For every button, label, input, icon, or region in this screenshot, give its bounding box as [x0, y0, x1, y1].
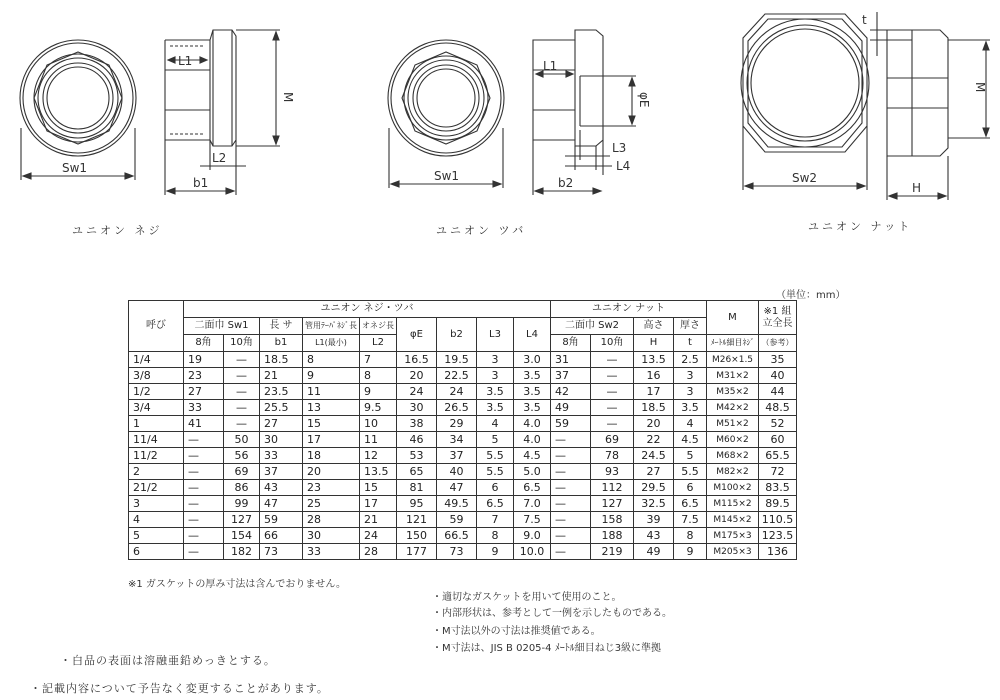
table-cell: 158: [591, 512, 634, 528]
table-cell: 6.5: [674, 496, 707, 512]
header-phi-e: φE: [397, 318, 437, 352]
table-cell: M82×2: [707, 464, 759, 480]
table-cell: 39: [634, 512, 674, 528]
neji-l2-label: L2: [212, 151, 227, 165]
table-cell: 89.5: [759, 496, 797, 512]
table-cell: 1/4: [129, 352, 184, 368]
table-cell: 27: [260, 416, 303, 432]
table-cell: 9.5: [360, 400, 397, 416]
header-total-sub: （参考）: [759, 335, 797, 352]
table-cell: 2.5: [674, 352, 707, 368]
table-row: [129, 448, 797, 464]
table-cell: 7.5: [514, 512, 551, 528]
table-cell: 3/8: [129, 368, 184, 384]
table-cell: 17: [360, 496, 397, 512]
table-cell: 47: [260, 496, 303, 512]
table-cell: 78: [591, 448, 634, 464]
table-cell: 13: [303, 400, 360, 416]
neji-l1-label: L1: [178, 54, 193, 68]
table-cell: 8: [477, 528, 514, 544]
table-row: [129, 352, 797, 368]
tsuba-phie-label: φE: [637, 92, 651, 108]
neji-side-view: [165, 30, 236, 146]
gasket-footnote: ※1 ガスケットの厚み寸法は含んでおりません。: [128, 579, 347, 590]
table-cell: 35: [759, 352, 797, 368]
table-cell: 9: [360, 384, 397, 400]
table-cell: M68×2: [707, 448, 759, 464]
header-height: 高さ: [634, 318, 674, 335]
table-cell: 3.5: [477, 400, 514, 416]
table-cell: 4: [674, 416, 707, 432]
table-cell: 5.5: [674, 464, 707, 480]
table-cell: —: [184, 464, 224, 480]
table-cell: M115×2: [707, 496, 759, 512]
table-cell: —: [551, 544, 591, 560]
table-cell: 41: [184, 416, 224, 432]
table-cell: 3.5: [514, 368, 551, 384]
table-cell: 13.5: [634, 352, 674, 368]
table-cell: 99: [224, 496, 260, 512]
table-cell: 42: [551, 384, 591, 400]
header-yobi: 呼び: [129, 301, 184, 352]
table-cell: 27: [634, 464, 674, 480]
table-cell: 2: [129, 464, 184, 480]
header-sw1-dec: 10角: [224, 335, 260, 352]
table-cell: 15: [303, 416, 360, 432]
table-cell: 12: [360, 448, 397, 464]
table-cell: —: [224, 416, 260, 432]
table-cell: —: [551, 448, 591, 464]
table-cell: 65.5: [759, 448, 797, 464]
header-thickness: 厚さ: [674, 318, 707, 335]
table-cell: 123.5: [759, 528, 797, 544]
table-cell: 3: [477, 352, 514, 368]
table-cell: M60×2: [707, 432, 759, 448]
table-cell: —: [551, 480, 591, 496]
table-cell: 16: [634, 368, 674, 384]
table-cell: 21/2: [129, 480, 184, 496]
table-cell: 20: [303, 464, 360, 480]
nut-m-label: M: [973, 82, 987, 93]
table-cell: 6.5: [514, 480, 551, 496]
table-cell: 27: [184, 384, 224, 400]
unit-note: （単位：mm）: [776, 290, 846, 301]
table-cell: 21: [260, 368, 303, 384]
table-cell: 23: [184, 368, 224, 384]
nut-t-label: t: [862, 13, 867, 27]
header-total: ※1 組立全長: [759, 301, 797, 335]
table-cell: 37: [551, 368, 591, 384]
table-cell: 23: [303, 480, 360, 496]
table-cell: 3.0: [514, 352, 551, 368]
tsuba-l3-label: L3: [612, 141, 627, 155]
table-cell: 66: [260, 528, 303, 544]
table-cell: 5.5: [477, 464, 514, 480]
table-cell: 3/4: [129, 400, 184, 416]
neji-sw-label: Sw1: [62, 161, 88, 175]
table-row: [129, 480, 797, 496]
table-cell: —: [591, 416, 634, 432]
table-cell: 219: [591, 544, 634, 560]
table-cell: M26×1.5: [707, 352, 759, 368]
table-cell: M31×2: [707, 368, 759, 384]
table-cell: 18.5: [260, 352, 303, 368]
table-cell: —: [551, 464, 591, 480]
table-row: [129, 528, 797, 544]
header-sw2-dec: 10角: [591, 335, 634, 352]
table-cell: 25.5: [260, 400, 303, 416]
table-cell: 26.5: [437, 400, 477, 416]
header-male-thread-sym: L2: [360, 335, 397, 352]
table-cell: 73: [437, 544, 477, 560]
table-cell: 4.5: [514, 448, 551, 464]
table-row: [129, 400, 797, 416]
neji-front-view: [20, 40, 136, 156]
header-length: 長 サ: [260, 318, 303, 335]
table-cell: 5.5: [477, 448, 514, 464]
table-cell: 21: [360, 512, 397, 528]
table-cell: M100×2: [707, 480, 759, 496]
header-sw1-oct: 8角: [184, 335, 224, 352]
note-4: ・M寸法は、JIS B 0205-4 ﾒｰﾄﾙ細目ねじ3級に準拠: [432, 643, 662, 654]
table-cell: —: [591, 368, 634, 384]
header-male-thread: オネジ長: [360, 318, 397, 335]
table-cell: 46: [397, 432, 437, 448]
table-cell: 37: [260, 464, 303, 480]
table-cell: 9: [477, 544, 514, 560]
nut-side-view: [887, 30, 948, 156]
table-cell: 112: [591, 480, 634, 496]
table-cell: 8: [303, 352, 360, 368]
table-cell: 49.5: [437, 496, 477, 512]
table-cell: 16.5: [397, 352, 437, 368]
table-cell: 3: [477, 368, 514, 384]
tsuba-sw-label: Sw1: [434, 169, 460, 183]
table-cell: —: [184, 496, 224, 512]
tsuba-b-label: b2: [558, 176, 574, 190]
table-cell: 10.0: [514, 544, 551, 560]
table-cell: 31: [551, 352, 591, 368]
table-cell: 4.0: [514, 416, 551, 432]
table-cell: 49: [551, 400, 591, 416]
neji-caption: ユニオン ネジ: [72, 224, 163, 237]
tsuba-side-view: [533, 30, 603, 146]
table-cell: —: [184, 448, 224, 464]
table-row: [129, 544, 797, 560]
table-cell: —: [551, 512, 591, 528]
table-cell: M205×3: [707, 544, 759, 560]
table-row: [129, 416, 797, 432]
table-cell: 18: [303, 448, 360, 464]
table-cell: 4: [477, 416, 514, 432]
table-cell: 150: [397, 528, 437, 544]
table-cell: 38: [397, 416, 437, 432]
header-thickness-sym: t: [674, 335, 707, 352]
table-cell: 33: [260, 448, 303, 464]
header-l3: L3: [477, 318, 514, 352]
table-row: [129, 368, 797, 384]
table-cell: 86: [224, 480, 260, 496]
table-cell: 22.5: [437, 368, 477, 384]
table-cell: 127: [224, 512, 260, 528]
table-cell: 4.0: [514, 432, 551, 448]
table-cell: 15: [360, 480, 397, 496]
tsuba-front-view: [388, 40, 504, 156]
table-cell: 20: [634, 416, 674, 432]
table-cell: 95: [397, 496, 437, 512]
header-sw1: 二面巾 Sw1: [184, 318, 260, 335]
table-cell: 23.5: [260, 384, 303, 400]
table-cell: 66.5: [437, 528, 477, 544]
header-group-neji-tsuba: ユニオン ネジ・ツバ: [184, 301, 551, 318]
table-cell: 43: [634, 528, 674, 544]
table-cell: —: [184, 432, 224, 448]
table-row: [129, 464, 797, 480]
header-group-nut: ユニオン ナット: [551, 301, 707, 318]
table-cell: 7: [477, 512, 514, 528]
table-cell: 73: [260, 544, 303, 560]
table-cell: 110.5: [759, 512, 797, 528]
table-cell: 24: [397, 384, 437, 400]
header-m: M: [707, 301, 759, 335]
table-cell: 33: [184, 400, 224, 416]
table-cell: 1: [129, 416, 184, 432]
table-cell: M145×2: [707, 512, 759, 528]
table-cell: 11/4: [129, 432, 184, 448]
table-cell: 53: [397, 448, 437, 464]
table-cell: 30: [303, 528, 360, 544]
table-row: [129, 432, 797, 448]
table-cell: 72: [759, 464, 797, 480]
table-cell: 48.5: [759, 400, 797, 416]
table-cell: 40: [437, 464, 477, 480]
table-cell: M175×3: [707, 528, 759, 544]
table-cell: 60: [759, 432, 797, 448]
table-cell: 9.0: [514, 528, 551, 544]
table-cell: 40: [759, 368, 797, 384]
table-cell: —: [184, 544, 224, 560]
bottom-note-1: ・白品の表面は溶融亜鉛めっきとする。: [60, 654, 276, 667]
table-cell: 30: [397, 400, 437, 416]
table-cell: 11/2: [129, 448, 184, 464]
table-row: [129, 384, 797, 400]
spec-table-body: [129, 352, 797, 560]
nut-h-label: H: [912, 181, 922, 195]
note-3: ・M寸法以外の寸法は推奨値である。: [432, 626, 601, 637]
table-cell: 11: [303, 384, 360, 400]
table-cell: 3: [129, 496, 184, 512]
header-l4: L4: [514, 318, 551, 352]
nut-caption: ユニオン ナット: [808, 220, 913, 233]
table-cell: 69: [224, 464, 260, 480]
table-cell: —: [591, 352, 634, 368]
table-cell: —: [184, 512, 224, 528]
table-cell: —: [551, 432, 591, 448]
table-cell: 37: [437, 448, 477, 464]
table-cell: 65: [397, 464, 437, 480]
table-cell: 47: [437, 480, 477, 496]
table-cell: 188: [591, 528, 634, 544]
table-cell: 59: [260, 512, 303, 528]
table-cell: 30: [260, 432, 303, 448]
table-cell: 22: [634, 432, 674, 448]
table-cell: 50: [224, 432, 260, 448]
table-cell: —: [184, 480, 224, 496]
table-cell: 5: [674, 448, 707, 464]
bottom-note-2: ・記載内容について予告なく変更することがあります。: [30, 682, 329, 695]
table-cell: 4.5: [674, 432, 707, 448]
table-row: [129, 512, 797, 528]
note-1: ・適切なガスケットを用いて使用のこと。: [432, 592, 622, 603]
table-cell: 19: [184, 352, 224, 368]
table-cell: 13.5: [360, 464, 397, 480]
table-cell: 24: [437, 384, 477, 400]
table-cell: 8: [674, 528, 707, 544]
table-cell: 81: [397, 480, 437, 496]
table-cell: 6: [129, 544, 184, 560]
table-cell: 6.5: [477, 496, 514, 512]
table-cell: 28: [360, 544, 397, 560]
table-cell: 9: [674, 544, 707, 560]
table-cell: M42×2: [707, 400, 759, 416]
spec-table: [128, 300, 797, 560]
table-cell: —: [224, 368, 260, 384]
table-cell: 5.0: [514, 464, 551, 480]
table-cell: 83.5: [759, 480, 797, 496]
table-cell: 17: [634, 384, 674, 400]
nut-sw-label: Sw2: [792, 171, 818, 185]
tsuba-l1-label: L1: [543, 59, 558, 73]
table-cell: 4: [129, 512, 184, 528]
table-cell: 43: [260, 480, 303, 496]
table-cell: 7: [360, 352, 397, 368]
table-cell: 7.0: [514, 496, 551, 512]
table-cell: 8: [360, 368, 397, 384]
table-cell: 127: [591, 496, 634, 512]
table-cell: 18.5: [634, 400, 674, 416]
header-m-sub: ﾒｰﾄﾙ細目ﾈｼﾞ: [707, 335, 759, 352]
table-cell: 5: [129, 528, 184, 544]
table-cell: 3.5: [477, 384, 514, 400]
table-cell: 32.5: [634, 496, 674, 512]
table-cell: 33: [303, 544, 360, 560]
header-length-sym: b1: [260, 335, 303, 352]
table-cell: 136: [759, 544, 797, 560]
table-cell: —: [184, 528, 224, 544]
tsuba-l4-label: L4: [616, 159, 631, 173]
header-sw2-oct: 8角: [551, 335, 591, 352]
table-cell: 24: [360, 528, 397, 544]
table-cell: 49: [634, 544, 674, 560]
table-cell: 69: [591, 432, 634, 448]
table-cell: 3: [674, 384, 707, 400]
tsuba-caption: ユニオン ツバ: [436, 224, 527, 237]
table-cell: 59: [437, 512, 477, 528]
table-cell: —: [551, 496, 591, 512]
note-2: ・内部形状は、参考として一例を示したものである。: [432, 608, 672, 619]
table-cell: 11: [360, 432, 397, 448]
table-cell: 52: [759, 416, 797, 432]
table-cell: 9: [303, 368, 360, 384]
table-cell: —: [224, 352, 260, 368]
table-cell: —: [224, 400, 260, 416]
table-row: [129, 496, 797, 512]
table-cell: 1/2: [129, 384, 184, 400]
table-cell: 10: [360, 416, 397, 432]
table-cell: 3.5: [674, 400, 707, 416]
table-cell: 17: [303, 432, 360, 448]
table-cell: 3.5: [514, 400, 551, 416]
table-cell: —: [224, 384, 260, 400]
table-cell: 19.5: [437, 352, 477, 368]
table-cell: —: [591, 400, 634, 416]
header-b2: b2: [437, 318, 477, 352]
table-cell: 7.5: [674, 512, 707, 528]
table-cell: 5: [477, 432, 514, 448]
table-cell: M35×2: [707, 384, 759, 400]
header-sw2: 二面巾 Sw2: [551, 318, 634, 335]
table-cell: 20: [397, 368, 437, 384]
table-cell: —: [591, 384, 634, 400]
table-cell: 34: [437, 432, 477, 448]
table-cell: 3: [674, 368, 707, 384]
table-cell: 6: [477, 480, 514, 496]
neji-m-label: M: [281, 92, 295, 103]
table-cell: 177: [397, 544, 437, 560]
table-cell: 121: [397, 512, 437, 528]
table-cell: —: [551, 528, 591, 544]
table-cell: 93: [591, 464, 634, 480]
table-cell: 29.5: [634, 480, 674, 496]
nut-front-view: [741, 14, 869, 152]
table-cell: 29: [437, 416, 477, 432]
neji-b-label: b1: [193, 176, 209, 190]
table-cell: 44: [759, 384, 797, 400]
table-cell: 24.5: [634, 448, 674, 464]
table-cell: 3.5: [514, 384, 551, 400]
table-cell: 59: [551, 416, 591, 432]
table-cell: 56: [224, 448, 260, 464]
header-pipe-insert-sym: L1(最小): [303, 335, 360, 352]
table-cell: 28: [303, 512, 360, 528]
table-cell: 154: [224, 528, 260, 544]
table-cell: 182: [224, 544, 260, 560]
header-pipe-insert: 管用ﾃｰﾊﾟﾈｼﾞ長: [303, 318, 360, 335]
table-cell: 25: [303, 496, 360, 512]
table-cell: 6: [674, 480, 707, 496]
header-height-sym: H: [634, 335, 674, 352]
table-cell: M51×2: [707, 416, 759, 432]
